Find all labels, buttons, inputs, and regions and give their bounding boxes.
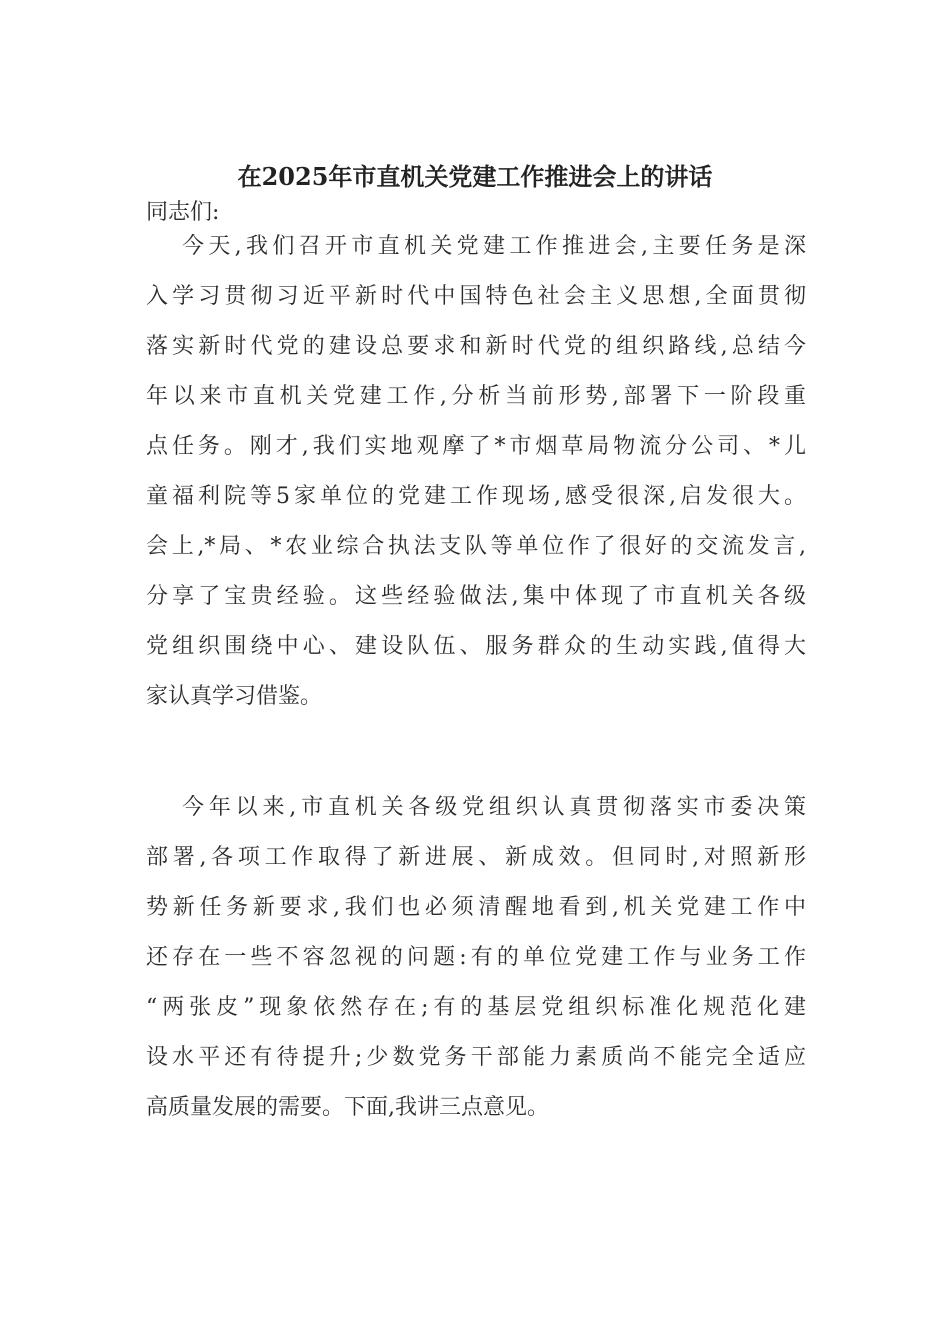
text-line: 落实新时代党的建设总要求和新时代党的组织路线,总结今 — [146, 334, 806, 359]
text-line: 童福利院等5家单位的党建工作现场,感受很深,启发很大。 — [146, 484, 806, 509]
text-line: 今天,我们召开市直机关党建工作推进会,主要任务是深 — [182, 234, 806, 259]
paragraph-2 — [146, 783, 806, 1133]
text-line: 势新任务新要求,我们也必须清醒地看到,机关党建工作中 — [146, 895, 806, 920]
text-line: 点任务。刚才,我们实地观摩了*市烟草局物流分公司、*儿 — [146, 434, 806, 459]
paragraph-1 — [146, 222, 806, 722]
text-line: 设水平还有待提升;少数党务干部能力素质尚不能完全适应 — [146, 1045, 806, 1070]
text-line: 家认真学习借鉴。 — [146, 684, 323, 709]
text-line: 部署,各项工作取得了新进展、新成效。但同时,对照新形 — [146, 845, 806, 870]
text-line: 入学习贯彻习近平新时代中国特色社会主义思想,全面贯彻 — [146, 284, 806, 309]
text-line: 年以来市直机关党建工作,分析当前形势,部署下一阶段重 — [146, 384, 806, 409]
text-line: 党组织围绕中心、建设队伍、服务群众的生动实践,值得大 — [146, 634, 806, 659]
document-title: 在2025年市直机关党建工作推进会上的讲话 — [237, 162, 713, 191]
text-line: 分享了宝贵经验。这些经验做法,集中体现了市直机关各级 — [146, 584, 806, 609]
text-line: 今年以来,市直机关各级党组织认真贯彻落实市委决策 — [182, 795, 806, 820]
text-line: 高质量发展的需要。下面,我讲三点意见。 — [146, 1095, 549, 1120]
salutation: 同志们: — [146, 200, 220, 225]
text-line: 会上,*局、*农业综合执法支队等单位作了很好的交流发言, — [146, 534, 806, 559]
text-line: 还存在一些不容忽视的问题:有的单位党建工作与业务工作 — [146, 945, 806, 970]
text-line: “两张皮”现象依然存在;有的基层党组织标准化规范化建 — [146, 995, 806, 1020]
